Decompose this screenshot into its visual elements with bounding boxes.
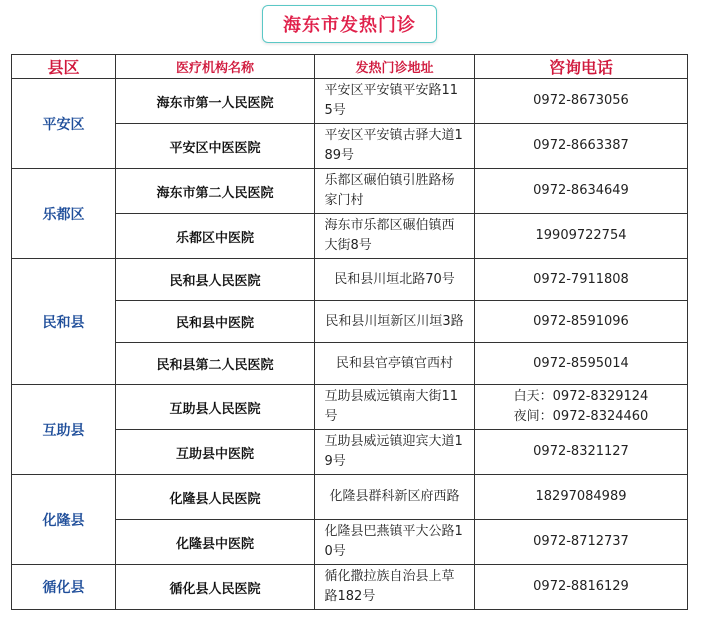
- phone-cell: 0972-8712737: [475, 520, 688, 565]
- phone-cell: 0972-8591096: [475, 301, 688, 343]
- address-text: 互助县威远镇南大街11号: [324, 389, 459, 424]
- county-cell: 民和县: [12, 259, 116, 385]
- address-cell: [315, 385, 475, 430]
- address-text: 平安区平安镇古驿大道189号: [324, 128, 463, 163]
- address-cell: [315, 301, 475, 343]
- table-row: [12, 79, 688, 124]
- header-county: 县区: [12, 55, 116, 79]
- address-text: 互助县威远镇迎宾大道19号: [324, 434, 463, 469]
- title-box: [262, 5, 437, 43]
- phone-cell: 19909722754: [475, 214, 688, 259]
- phone-cell: 0972-7911808: [475, 259, 688, 301]
- table-row: [12, 385, 688, 430]
- institution-cell: 乐都区中医院: [116, 214, 315, 259]
- address-text: 平安区平安镇平安路115号: [324, 83, 459, 118]
- phone-cell: 0972-8816129: [475, 565, 688, 610]
- phone-cell: 0972-8321127: [475, 430, 688, 475]
- county-cell: 平安区: [12, 79, 116, 169]
- header-row: [12, 55, 688, 79]
- address-text: 乐都区碾伯镇引胜路杨家门村: [324, 173, 455, 208]
- institution-cell: 化隆县人民医院: [116, 475, 315, 520]
- table-row: [12, 259, 688, 301]
- institution-cell: 化隆县中医院: [116, 520, 315, 565]
- header-address: 发热门诊地址: [315, 55, 475, 79]
- address-cell: [315, 169, 475, 214]
- phone-cell: 0972-8595014: [475, 343, 688, 385]
- institution-cell: 互助县人民医院: [116, 385, 315, 430]
- address-cell: [315, 79, 475, 124]
- address-cell: [315, 124, 475, 169]
- address-text: 化隆县群科新区府西路: [329, 489, 460, 504]
- county-cell: 化隆县: [12, 475, 116, 565]
- county-cell: 互助县: [12, 385, 116, 475]
- address-cell: [315, 565, 475, 610]
- phone-cell: 18297084989: [475, 475, 688, 520]
- institution-cell: 民和县第二人民医院: [116, 343, 315, 385]
- phone-cell: 0972-8634649: [475, 169, 688, 214]
- address-cell: [315, 475, 475, 520]
- address-text: 民和县川垣新区川垣3路: [325, 313, 464, 329]
- table-row: [12, 475, 688, 520]
- institution-cell: 平安区中医医院: [116, 124, 315, 169]
- phone-cell: 0972-8673056: [475, 79, 688, 124]
- table-row: [12, 565, 688, 610]
- address-text: 化隆县巴燕镇平大公路10号: [324, 524, 463, 559]
- address-cell: [315, 214, 475, 259]
- phone-day: 白天：0972-8329124: [513, 389, 649, 404]
- address-cell: [315, 520, 475, 565]
- institution-cell: 民和县中医院: [116, 301, 315, 343]
- address-cell: [315, 343, 475, 385]
- table-row: [12, 169, 688, 214]
- address-text: 海东市乐都区碾伯镇西大街8号: [324, 218, 455, 253]
- address-text: 循化撒拉族自治县上草路182号: [324, 569, 455, 604]
- institution-cell: 循化县人民医院: [116, 565, 315, 610]
- address-cell: [315, 430, 475, 475]
- page-title: 海东市发热门诊: [283, 15, 416, 36]
- county-cell: 乐都区: [12, 169, 116, 259]
- address-text: 民和县官亭镇官西村: [335, 355, 453, 371]
- institution-cell: 民和县人民医院: [116, 259, 315, 301]
- header-phone: 咨询电话: [475, 55, 688, 79]
- fever-clinic-table: [11, 54, 688, 610]
- institution-cell: 海东市第一人民医院: [116, 79, 315, 124]
- county-cell: 循化县: [12, 565, 116, 610]
- phone-cell: [475, 385, 688, 430]
- address-text: 民和县川垣北路70号: [334, 271, 455, 287]
- header-institution: 医疗机构名称: [116, 55, 315, 79]
- phone-night: 夜间：0972-8324460: [513, 409, 649, 424]
- phone-cell: 0972-8663387: [475, 124, 688, 169]
- institution-cell: 互助县中医院: [116, 430, 315, 475]
- institution-cell: 海东市第二人民医院: [116, 169, 315, 214]
- address-cell: [315, 259, 475, 301]
